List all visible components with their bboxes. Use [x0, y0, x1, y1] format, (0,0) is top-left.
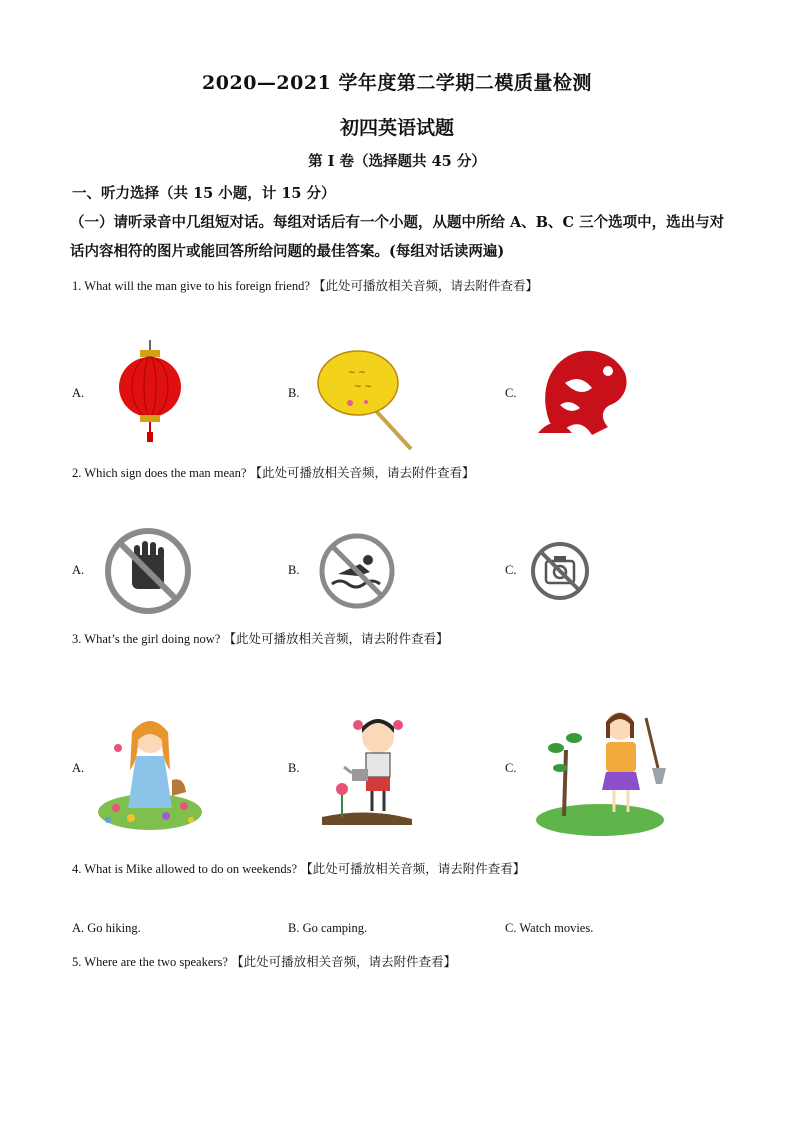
question-4: 4. What is Mike allowed to do on weekends? 【此处可播放相关音频，请去附件查看】: [72, 862, 526, 876]
q4-option-a: A. Go hiking.: [72, 921, 141, 935]
q2-option-a-label: A.: [72, 563, 85, 577]
svg-text:~ ~: ~ ~: [354, 382, 372, 392]
girl-watering-flowers-image: [322, 707, 412, 827]
q3-option-b-label: B.: [288, 761, 300, 775]
q3-option-c-label: C.: [505, 761, 517, 775]
q4-option-c: C. Watch movies.: [505, 921, 594, 935]
q2-option-c-label: C.: [505, 563, 517, 577]
yellow-fan-image: [316, 345, 420, 453]
q1-option-b-label: B.: [288, 386, 300, 400]
no-photos-sign-image: [530, 541, 590, 601]
girl-picking-flowers-image: [96, 700, 204, 832]
q3-option-a-label: A.: [72, 761, 85, 775]
q2-option-b-label: B.: [288, 563, 300, 577]
question-2: 2. Which sign does the man mean? 【此处可播放相关音频，请去附件查看】: [72, 466, 475, 480]
q1-option-a-label: A.: [72, 386, 85, 400]
paper-cut-fish-image: [530, 343, 638, 439]
no-swimming-sign-image: [318, 532, 396, 610]
exam-subtitle: 初四英语试题: [339, 117, 454, 139]
svg-text:~ ~: ~ ~: [348, 368, 366, 378]
section-heading: 一、听力选择（共 15 小题，计 15 分）: [72, 185, 336, 202]
question-5: 5. Where are the two speakers? 【此处可播放相关音频，请去附件查看】: [72, 955, 457, 969]
q4-option-b: B. Go camping.: [288, 921, 368, 935]
question-1: 1. What will the man give to his foreign friend? 【此处可播放相关音频，请去附件查看】: [72, 279, 539, 293]
exam-title: 2020—2021 学年度第二学期二模质量检测: [202, 72, 592, 94]
red-lantern-image: [112, 340, 188, 445]
section-instruction: （一）请听录音中几组短对话。每组对话后有一个小题，从题中所给 A、B、C 三个选项中，选出与对话内容相符的图片或能回答所给问题的最佳答案。(每组对话读两遍): [70, 214, 725, 260]
girl-planting-tree-image: [534, 698, 672, 838]
volume-heading: 第 I 卷（选择题共 45 分）: [308, 153, 486, 170]
question-3: 3. What’s the girl doing now? 【此处可播放相关音频，请去附件查看】: [72, 632, 449, 646]
q1-option-c-label: C.: [505, 386, 517, 400]
no-touching-sign-image: [104, 527, 192, 615]
